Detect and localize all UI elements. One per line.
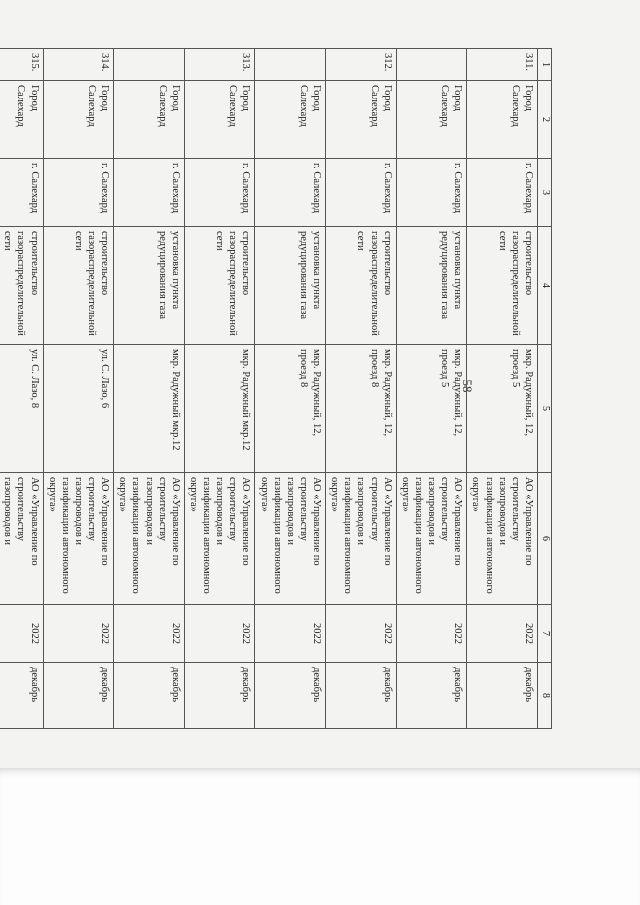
settlement-cell: г. Салехард <box>255 159 326 227</box>
year-cell: 2022 <box>184 605 255 663</box>
year-cell: 2022 <box>326 605 397 663</box>
header-cell: 4 <box>538 227 552 345</box>
table-row <box>0 49 43 729</box>
address-cell: ул. С. Лазо, 6 <box>43 345 114 473</box>
year-cell: 2022 <box>0 605 43 663</box>
settlement-cell: г. Салехард <box>43 159 114 227</box>
table-row <box>43 49 114 729</box>
row-number <box>255 49 326 81</box>
municipality-cell: Город Салехард <box>326 81 397 159</box>
year-cell: 2022 <box>255 605 326 663</box>
scan-bottom-margin <box>0 768 640 905</box>
municipality-cell: Город Салехард <box>255 81 326 159</box>
month-cell: декабрь <box>255 663 326 729</box>
row-number: 311. <box>467 49 538 81</box>
month-cell: декабрь <box>396 663 467 729</box>
year-cell: 2022 <box>467 605 538 663</box>
row-number: 315. <box>0 49 43 81</box>
executor-cell: АО «Управление по строительству газопроводов и газификации автономного округа» <box>326 473 397 605</box>
month-cell: декабрь <box>184 663 255 729</box>
settlement-cell: г. Салехард <box>467 159 538 227</box>
month-cell: декабрь <box>114 663 185 729</box>
municipality-cell: Город Салехард <box>184 81 255 159</box>
settlement-cell: г. Салехард <box>0 159 43 227</box>
executor-cell: АО «Управление по строительству газопроводов и газификации автономного округа» <box>396 473 467 605</box>
work-type-cell: установка пункта редуцирования газа <box>396 227 467 345</box>
address-cell: мкр. Радужный, 12, проезд 8 <box>326 345 397 473</box>
table-row <box>326 49 397 729</box>
address-cell: ул. С. Лазо, 8 <box>0 345 43 473</box>
header-cell: 8 <box>538 663 552 729</box>
rotated-table-container <box>2 48 552 728</box>
executor-cell: АО «Управление по строительству газопроводов и газификации автономного округа» <box>255 473 326 605</box>
row-number <box>396 49 467 81</box>
header-cell: 7 <box>538 605 552 663</box>
row-number: 313. <box>184 49 255 81</box>
municipality-cell: Город Салехард <box>0 81 43 159</box>
table-row <box>255 49 326 729</box>
year-cell: 2022 <box>114 605 185 663</box>
executor-cell: АО «Управление по строительству газопроводов и газификации автономного округа» <box>184 473 255 605</box>
table-header-row <box>538 49 552 729</box>
gasification-table <box>0 48 552 729</box>
row-number: 312. <box>326 49 397 81</box>
month-cell: декабрь <box>43 663 114 729</box>
header-cell: 5 <box>538 345 552 473</box>
settlement-cell: г. Салехард <box>396 159 467 227</box>
address-cell: мкр. Радужный, 12, проезд 8 <box>255 345 326 473</box>
month-cell: декабрь <box>0 663 43 729</box>
address-cell: мкр. Радужный мкр.12 <box>114 345 185 473</box>
settlement-cell: г. Салехард <box>184 159 255 227</box>
page-number: 58 <box>460 379 475 393</box>
header-cell: 1 <box>538 49 552 81</box>
municipality-cell: Город Салехард <box>396 81 467 159</box>
table-row <box>396 49 467 729</box>
executor-cell: АО «Управление по строительству газопроводов и газификации автономного округа» <box>114 473 185 605</box>
settlement-cell: г. Салехард <box>114 159 185 227</box>
work-type-cell: строительство газораспределительной сети <box>0 227 43 345</box>
municipality-cell: Город Салехард <box>43 81 114 159</box>
table-row <box>114 49 185 729</box>
month-cell: декабрь <box>326 663 397 729</box>
header-cell: 3 <box>538 159 552 227</box>
municipality-cell: Город Салехард <box>114 81 185 159</box>
work-type-cell: установка пункта редуцирования газа <box>114 227 185 345</box>
executor-cell: АО «Управление по строительству газопроводов и газификации автономного округа» <box>43 473 114 605</box>
year-cell: 2022 <box>396 605 467 663</box>
table-row <box>184 49 255 729</box>
settlement-cell: г. Салехард <box>326 159 397 227</box>
address-cell: мкр. Радужный, 12, проезд 5 <box>396 345 467 473</box>
work-type-cell: строительство газораспределительной сети <box>43 227 114 345</box>
row-number: 314. <box>43 49 114 81</box>
address-cell: мкр. Радужный мкр.12 <box>184 345 255 473</box>
work-type-cell: строительство газораспределительной сети <box>467 227 538 345</box>
header-cell: 2 <box>538 81 552 159</box>
work-type-cell: строительство газораспределительной сети <box>326 227 397 345</box>
address-cell: мкр. Радужный, 12, проезд 5 <box>467 345 538 473</box>
work-type-cell: строительство газораспределительной сети <box>184 227 255 345</box>
municipality-cell: Город Салехард <box>467 81 538 159</box>
executor-cell: АО «Управление по строительству газопроводов и <box>0 473 43 605</box>
header-cell: 6 <box>538 473 552 605</box>
month-cell: декабрь <box>467 663 538 729</box>
row-number <box>114 49 185 81</box>
table-row <box>467 49 538 729</box>
executor-cell: АО «Управление по строительству газопроводов и газификации автономного округа» <box>467 473 538 605</box>
work-type-cell: установка пункта редуцирования газа <box>255 227 326 345</box>
year-cell: 2022 <box>43 605 114 663</box>
